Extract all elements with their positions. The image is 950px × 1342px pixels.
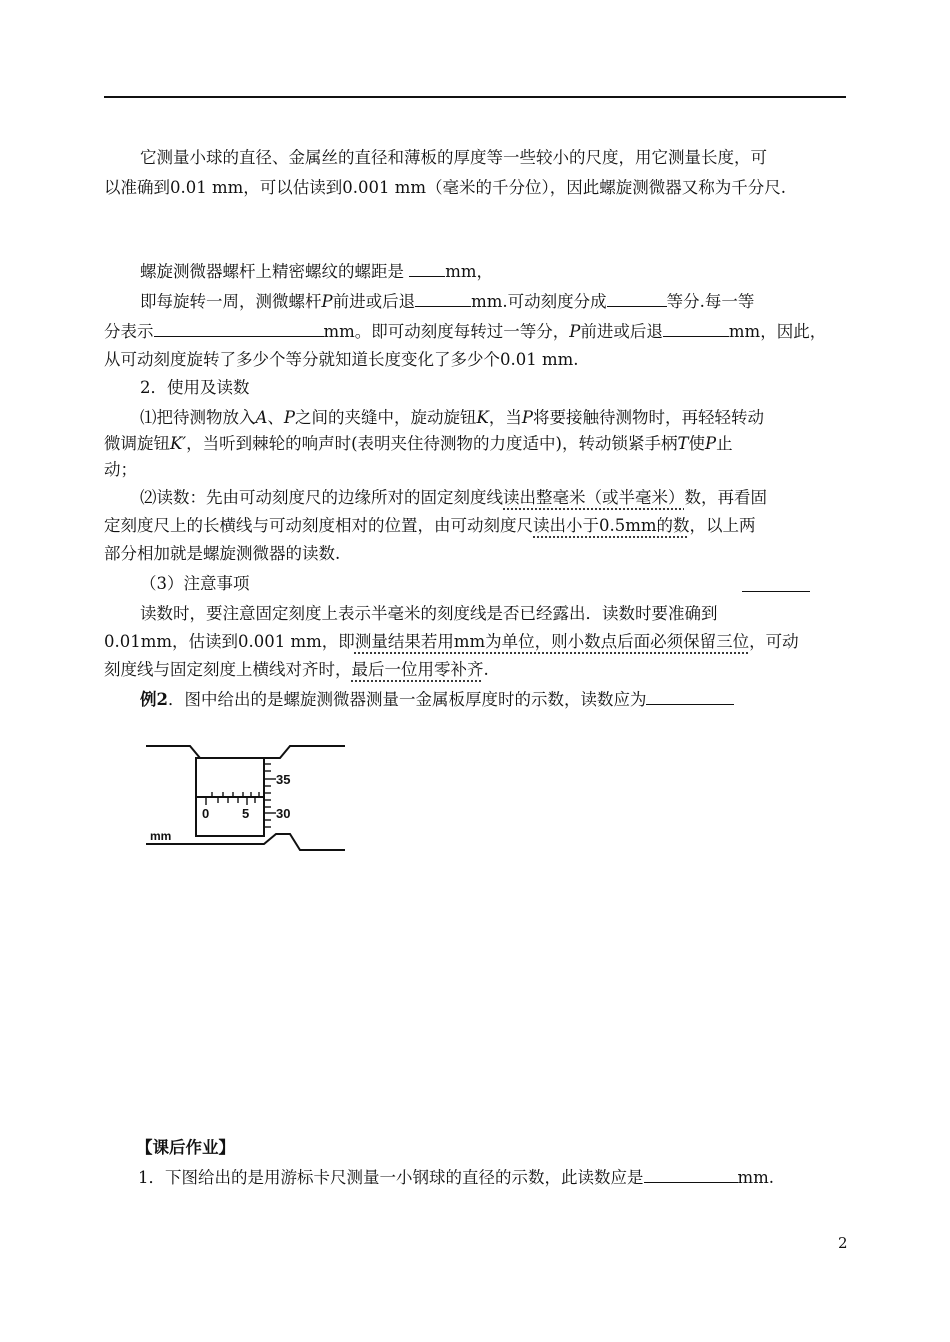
pitch-line <box>140 260 493 284</box>
rotation-text-b: 前进或后退 <box>332 292 416 311</box>
symbol-p: P <box>521 408 533 427</box>
change-line: 从可动刻度旋转了多少个等分就知道长度变化了多少个0.01 mm. <box>104 350 579 369</box>
advance-blank[interactable] <box>415 291 471 307</box>
symbol-p: P <box>283 408 296 427</box>
usage-text-d: ，当 <box>488 408 522 427</box>
sleeve-label-0: 0 <box>202 806 210 821</box>
pitch-blank[interactable] <box>409 261 445 277</box>
rotation-text-d: 等分.每一等 <box>666 292 755 311</box>
rotation-text-a: 即每旋转一周，测微螺杆 <box>140 292 322 311</box>
reading-line-3: 部分相加就是螺旋测微器的读数. <box>104 544 341 563</box>
emphasis-under-half-mm: 读出小于0.5mm的数 <box>533 516 690 535</box>
notes-text-c: ，可动 <box>749 632 799 651</box>
usage-line-1 <box>140 406 764 430</box>
reading-text-a: 定刻度尺上的长横线与可动刻度相对的位置，由可动刻度尺 <box>104 516 533 535</box>
rotation-text-c: mm.可动刻度分成 <box>471 292 607 311</box>
division-value-blank[interactable] <box>154 321 324 337</box>
example-2-label: 例2 <box>140 690 168 709</box>
usage-text-a: ⑴把待测物放入 <box>140 408 256 427</box>
division-text-a: 分表示 <box>104 322 154 341</box>
reading-line-2 <box>104 514 756 538</box>
emphasis-zero-pad: 最后一位用零补齐 <box>351 660 484 679</box>
reading-text-c: 数，再看固 <box>684 488 767 507</box>
pitch-text: 螺旋测微器螺杆上精密螺纹的螺距是 <box>140 262 410 281</box>
division-text-d: mm，因此， <box>728 322 827 341</box>
usage-text-d: 止 <box>716 434 733 453</box>
intro-line-1: 它测量小球的直径、金属丝的直径和薄板的厚度等一些较小的尺度，用它测量长度，可 <box>140 148 767 167</box>
symbol-p: P <box>569 322 581 341</box>
sleeve-label-5: 5 <box>242 806 250 821</box>
notes-blank[interactable] <box>742 576 810 592</box>
section-heading-usage: 2．使用及读数 <box>140 378 250 397</box>
header-rule <box>104 96 846 98</box>
page-number: 2 <box>838 1234 848 1252</box>
division-text-b: mm。即可动刻度每转过一等分， <box>323 322 570 341</box>
emphasis-three-decimals: 测量结果若用mm为单位，则小数点后面必须保留三位 <box>354 632 750 651</box>
intro-line-2: 以准确到0.01 mm，可以估读到0.001 mm（毫米的千分位），因此螺旋测微器又称为千分尺. <box>104 178 787 197</box>
usage-text-c: 之间的夹缝中，旋动旋钮 <box>295 408 477 427</box>
usage-text-c: 使 <box>688 434 705 453</box>
usage-text-a: 微调旋钮 <box>104 434 170 453</box>
usage-line-3: 动； <box>104 460 137 479</box>
symbol-k-prime: K′ <box>170 434 187 453</box>
notes-text-a: 刻度线与固定刻度上横线对齐时， <box>104 660 352 679</box>
symbol-p: P <box>704 434 717 453</box>
unit-label: mm <box>150 829 172 843</box>
thimble-label-35: 35 <box>276 772 291 787</box>
emphasis-integer-mm: 读出整毫米（或半毫米） <box>503 488 685 507</box>
usage-text-b: 、 <box>267 408 284 427</box>
micrometer-diagram <box>140 738 350 858</box>
homework-question-1 <box>138 1166 774 1190</box>
symbol-a: A <box>255 408 268 427</box>
reading-line-1 <box>140 486 767 510</box>
division-text-c: 前进或后退 <box>580 322 663 341</box>
usage-text-e: 将要接触待测物时，再轻轻转动 <box>532 408 764 427</box>
symbol-t: T <box>677 434 689 453</box>
notes-text-a: 0.01mm，估读到0.001 mm，即 <box>104 632 355 651</box>
notes-line-2 <box>104 630 799 654</box>
divisions-blank[interactable] <box>607 291 667 307</box>
example-2-text: ．图中给出的是螺旋测微器测量一金属板厚度时的示数，读数应为 <box>167 690 647 709</box>
homework-question-text: 1．下图给出的是用游标卡尺测量一小钢球的直径的示数，此读数应是 <box>138 1168 644 1187</box>
notes-line-1: 读数时，要注意固定刻度上表示半毫米的刻度线是否已经露出．读数时要准确到 <box>140 604 718 623</box>
symbol-k: K <box>476 408 489 427</box>
notes-line-3 <box>104 658 489 682</box>
rotation-line <box>140 290 754 314</box>
division-advance-blank[interactable] <box>663 321 729 337</box>
reading-text-a: ⑵读数：先由可动刻度尺的边缘所对的固定刻度线 <box>140 488 503 507</box>
notes-text-c: . <box>483 660 489 679</box>
homework-unit: mm. <box>737 1168 775 1187</box>
division-line <box>104 320 826 344</box>
example-2-line <box>140 688 734 712</box>
symbol-p: P <box>321 292 333 311</box>
micrometer-figure <box>140 738 350 862</box>
usage-text-b: ，当听到棘轮的响声时(表明夹住待测物的力度适中)，转动锁紧手柄 <box>186 434 678 453</box>
homework-answer-blank[interactable] <box>644 1167 738 1183</box>
reading-text-c: ，以上两 <box>689 516 756 535</box>
notes-heading: （3）注意事项 <box>140 574 250 593</box>
example-2-answer-blank[interactable] <box>646 689 734 705</box>
homework-heading: 【课后作业】 <box>136 1138 235 1157</box>
usage-line-2 <box>104 432 733 456</box>
pitch-unit: mm， <box>445 262 494 281</box>
thimble-label-30: 30 <box>276 806 291 821</box>
